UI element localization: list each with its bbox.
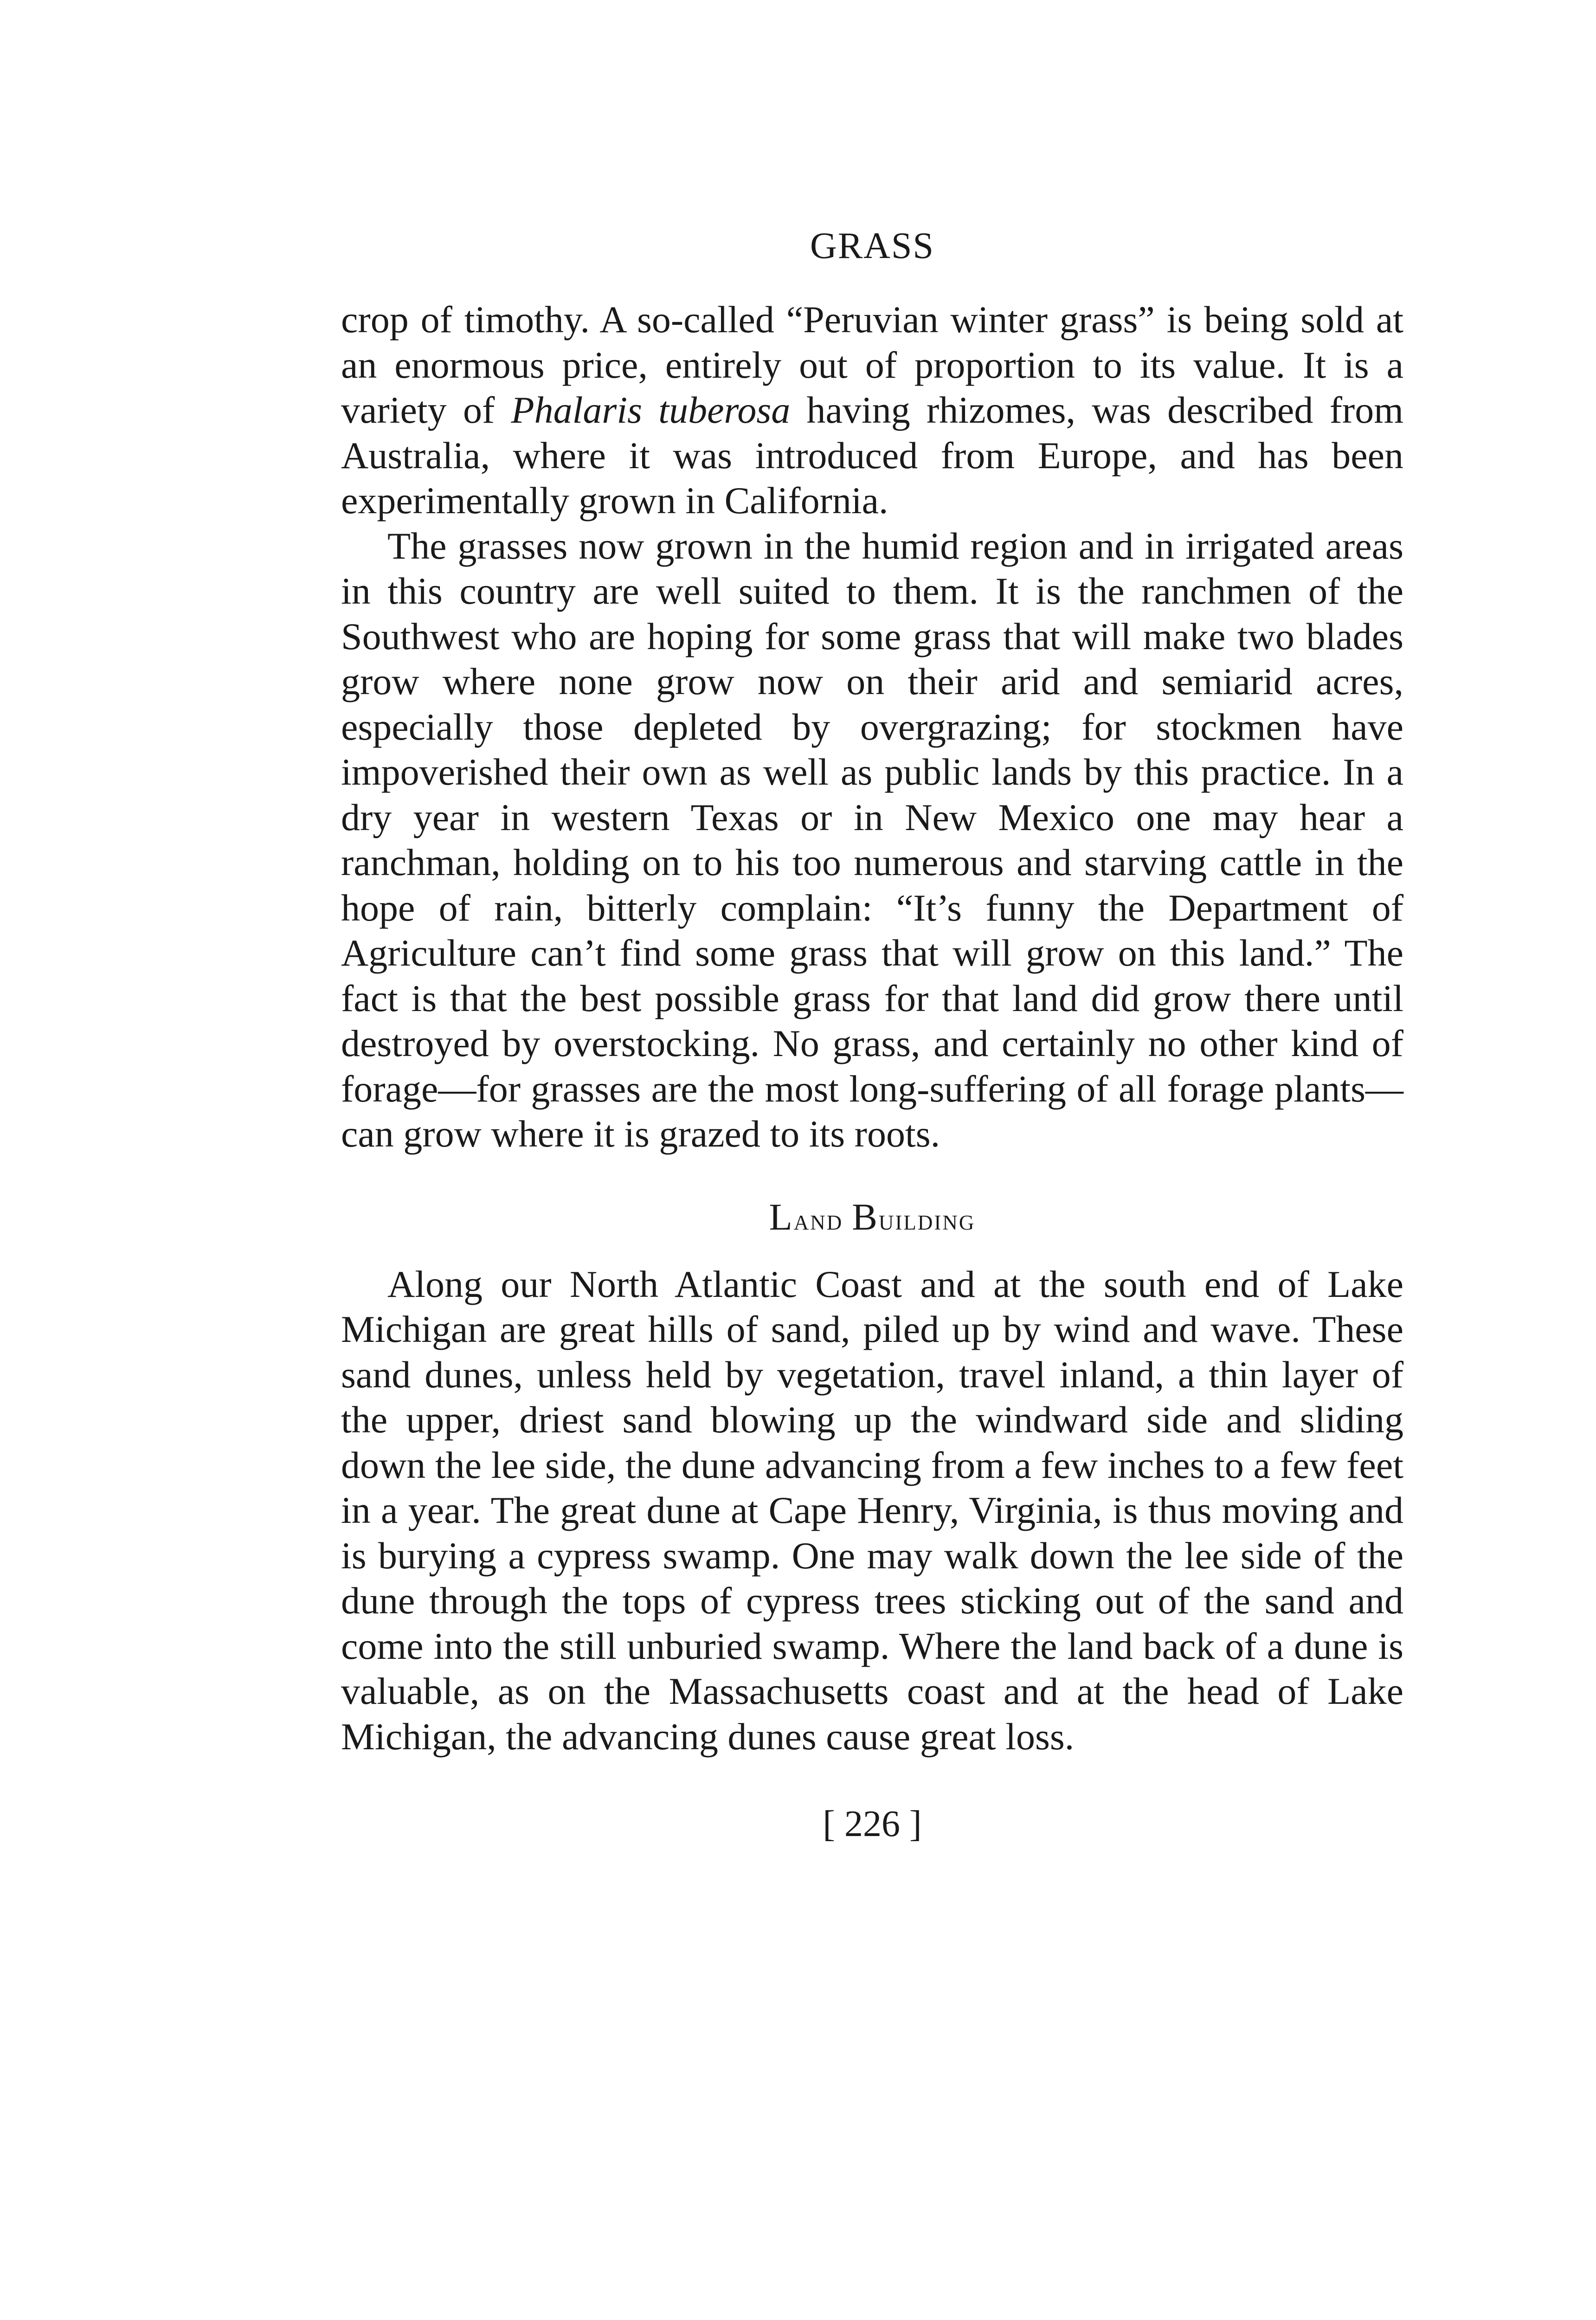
heading-initial: L	[769, 1195, 794, 1238]
page-number: [ 226 ]	[823, 1804, 922, 1844]
species-name: Phalaris tuberosa	[511, 389, 791, 431]
heading-rest: and	[793, 1203, 843, 1236]
paragraph-ranchmen: The grasses now grown in the humid region and in irrigated areas in this country are well suited to them. It is the ranchmen of the Southwest who are hoping for some grass that will make two blades grow where none grow now on their arid and semiarid acres, especially those depleted by overgrazing; for stockmen have impoverished their own as well as public lands by this practice. In a dry year in western Texas or in New Mexico one may hear a ranchman, holding on to his too numerous and starving cattle in the hope of rain, bitterly complain: “It’s funny the Department of Agriculture can’t find some grass that will grow on this land.” The fact is that the best possible grass for that land did grow there until destroyed by overstocking. No grass, and certainly no other kind of forage—for grasses are the most long-suffering of all forage plants—can grow where it is grazed to its roots.	[341, 524, 1403, 1155]
running-head: GRASS	[810, 226, 934, 266]
paragraph-continuation	[341, 297, 1403, 523]
paragraph-sand-dunes: Along our North Atlantic Coast and at the south end of Lake Michigan are great hills of sand, piled up by wind and wave. These sand dunes, unless held by vegetation, travel inland, a thin layer of the upper, driest sand blowing up the windward side and sliding down the lee side, the dune advancing from a few inches to a few feet in a year. The great dune at Cape Henry, Virginia, is thus moving and is burying a cypress swamp. One may walk down the lee side of the dune through the tops of cypress trees sticking out of the sand and come into the still unburied swamp. Where the land back of a dune is valuable, as on the Massachusetts coast and at the head of Lake Michigan, the advancing dunes cause great loss.	[341, 1263, 1403, 1758]
heading-initial: B	[852, 1195, 879, 1238]
paragraph-text: crop of timothy. A so-called “Peruvian winter grass” is being sold at an enormous price, entirely out of proportion to its value. It is a variety of	[341, 298, 1403, 431]
book-page	[341, 223, 1403, 1847]
section-heading	[341, 1194, 1403, 1243]
heading-rest: uilding	[878, 1203, 976, 1236]
paragraph-text: having rhizomes, was described from Australia, where it was introduced from Europe, and has been experimentally grown in California.	[341, 389, 1404, 522]
